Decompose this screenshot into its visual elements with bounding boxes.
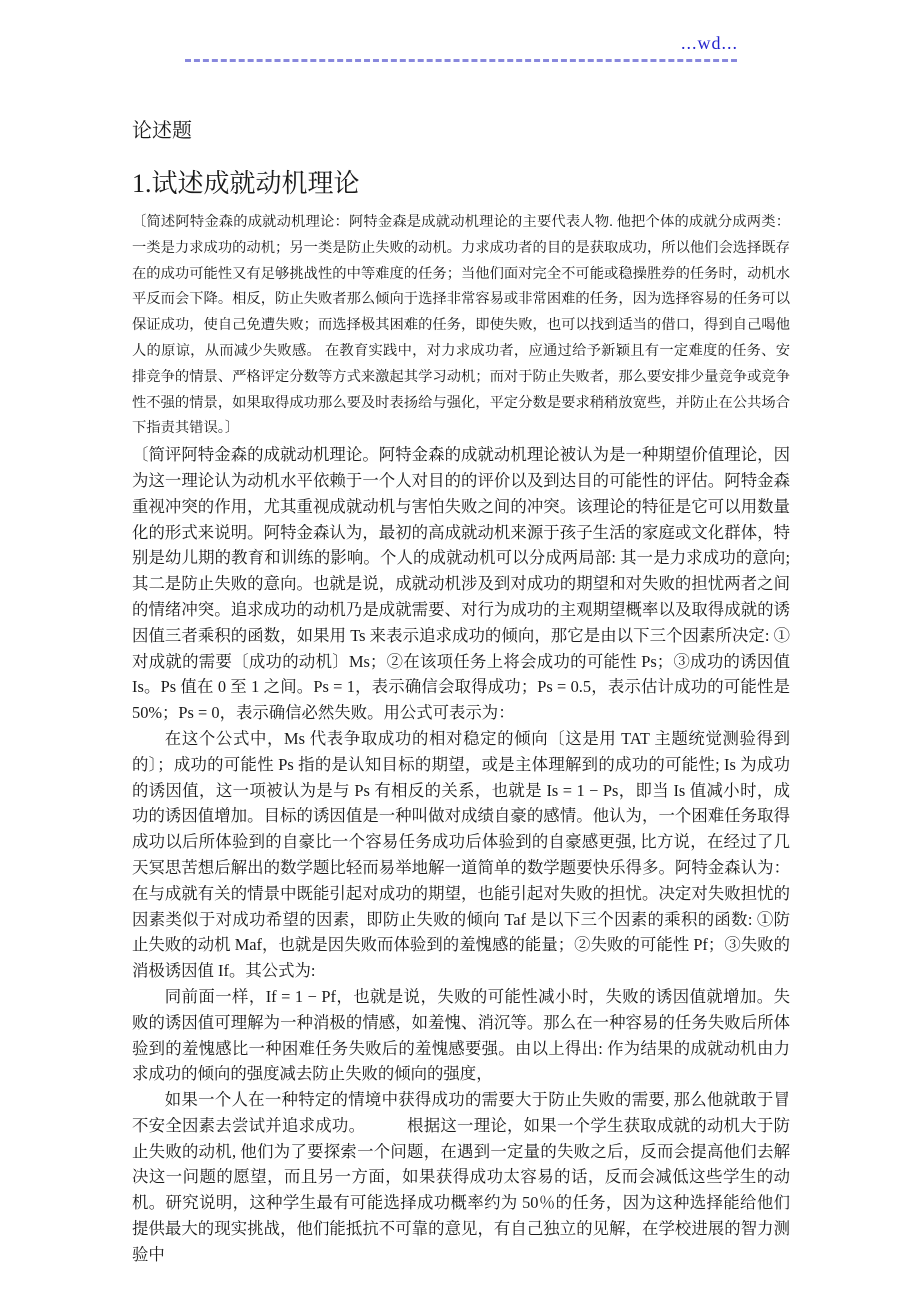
header-watermark-text: ...wd... (681, 33, 738, 53)
paragraph-failure-incentive: 同前面一样，If = 1 − Pf，也就是说，失败的可能性减小时，失败的诱因值就增加。失败的诱因值可理解为一种消极的情感，如羞愧、消沉等。那么在一种容易的任务失败后所体验到的羞愧感比一种困难任务失败后的羞愧感要强。由以上得出: 作为结果的成就动机由力求成功的倾向的强度减去防止失败的倾向的强度， (132, 986, 790, 1084)
paragraph-brief-review: 〔简评阿特金森的成就动机理论。阿特金森的成就动机理论被认为是一种期望价值理论，因为这一理论认为动机水平依赖于一个人对目的的评价以及到达目的可能性的评估。阿特金森重视冲突的作用，尤其重视成就动机与害怕失败之间的冲突。该理论的特征是它可以用数量化的形式来说明。阿特金森认为，最初的高成就动机来源于孩子生活的家庭或文化群体，特别是幼儿期的教育和训练的影响。个人的成就动机可以分成两局部: 其一是力求成功的意向; 其二是防止失败的意向。也就是说，成就动机涉及到对成功的期望和对失败的担忧两者之间的情绪冲突。追求成功的动机乃是成就需要、对行为成功的主观期望概率以及取得成就的诱因值三者乘积的函数，如果用 Ts 来表示追求成功的倾向，那它是由以下三个因素所决定: ①对成就的需要〔成功的动机〕Ms；②在该项任务上将会成功的可能性 Ps；③成功的诱因值 Is。Ps 值在 0 至 1 之间。Ps = 1，表示确信会取得成功；Ps = 0.5，表示估计成功的可能性是 50%；Ps = 0，表示确信必然失败。用公式可表示为： (132, 445, 790, 723)
paragraph-brief-description: 〔简述阿特金森的成就动机理论：阿特金森是成就动机理论的主要代表人物. 他把个体的成就分成两类：一类是力求成功的动机；另一类是防止失败的动机。力求成功者的目的是获取成功，所以他们会选择既存在的成功可能性又有足够挑战性的中等难度的任务；当他们面对完全不可能或稳操胜券的任务时，动机水平反而会下降。相反，防止失败者那么倾向于选择非常容易或非常困难的任务，因为选择容易的任务可以保证成功，使自己免遭失败；而选择极其困难的任务，即使失败，也可以找到适当的借口，得到自己喝他人的原谅，从而减少失败感。 在教育实践中，对力求成功者，应通过给予新颖且有一定难度的任务、安排竞争的情景、严格评定分数等方式来激起其学习动机；而对于防止失败者，那么要安排少量竞争或竞争性不强的情景，如果取得成功那么要及时表扬给与强化，平定分数是要求稍稍放宽些，并防止在公共场合下指责其错误。〕 (132, 214, 790, 437)
document-body (132, 0, 790, 1268)
question-heading: 1.试述成就动机理论 (132, 169, 360, 198)
section-title: 论述题 (132, 120, 192, 142)
paragraph-formula-explanation: 在这个公式中，Ms 代表争取成功的相对稳定的倾向〔这是用 TAT 主题统觉测验得到的〕；成功的可能性 Ps 指的是认知目标的期望，或是主体理解到的成功的可能性; Is 为成功的诱因值，这一项被认为是与 Ps 有相反的关系，也就是 Is = 1 − Ps，即当 Is 值减小时，成功的诱因值增加。目标的诱因值是一种叫做对成绩自豪的感情。他认为，一个困难任务取得成功以后所体验到的自豪比一个容易任务成功后体验到的自豪感更强, 比方说，在经过了几天冥思苦想后解出的数学题比轻而易举地解一道简单的数学题要快乐得多。阿特金森认为：在与成就有关的情景中既能引起对成功的期望，也能引起对失败的担忧。决定对失败担忧的因素类似于对成功希望的因素，即防止失败的倾向 Taf 是以下三个因素的乘积的函数: ①防止失败的动机 Maf，也就是因失败而体验到的羞愧感的能量；②失败的可能性 Pf；③失败的消极诱因值 If。其公式为: (132, 728, 790, 981)
paragraph-conclusion: 如果一个人在一种特定的情境中获得成功的需要大于防止失败的需要, 那么他就敢于冒不安全因素去尝试并追求成功。 根据这一理论，如果一个学生获取成就的动机大于防止失败的动机, 他们为了要探索一个问题，在遇到一定量的失败之后，反而会提高他们去解决这一问题的愿望，而且另一方面，如果获得成功太容易的话，反而会减低这些学生的动机。研究说明，这种学生最有可能选择成功概率约为 50％的任务，因为这种选择能给他们提供最大的现实挑战，他们能抵抗不可靠的意见，有自己独立的见解，在学校进展的智力测验中 (132, 1090, 790, 1264)
